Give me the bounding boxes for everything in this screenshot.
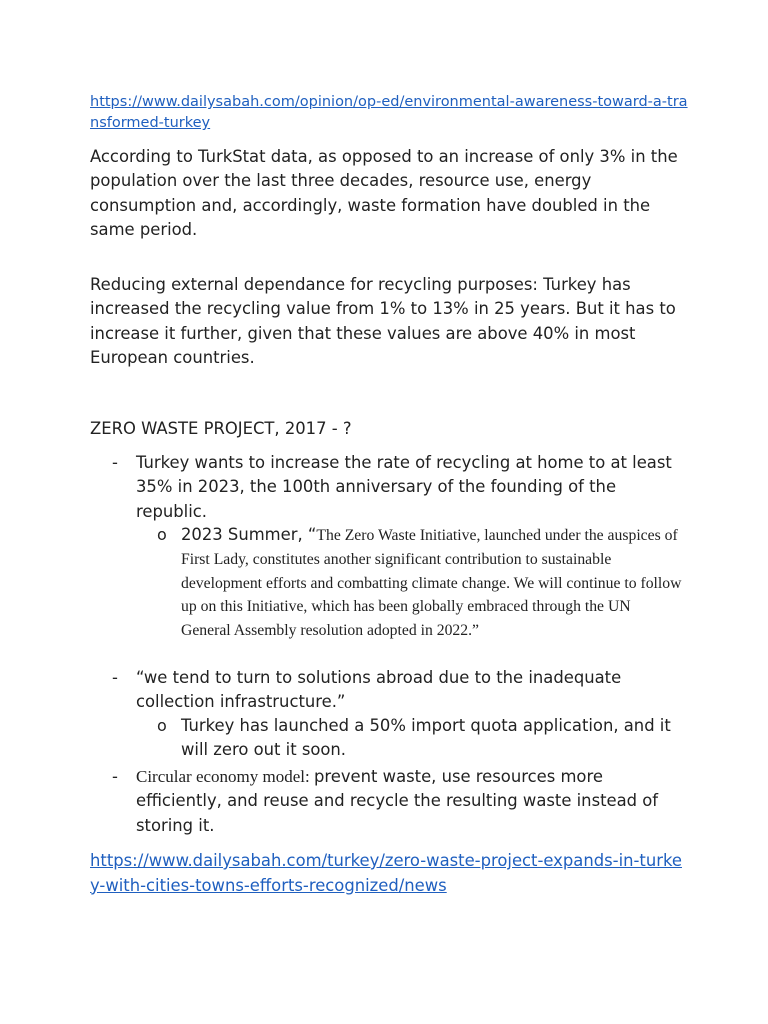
bullet-body: prevent waste, use resources more efficiently, and reuse and recycle the resulting waste instead of storing it.	[136, 767, 659, 835]
source-link-zero-waste-expands[interactable]: https://www.dailysabah.com/turkey/zero-waste-project-expands-in-turkey-with-cities-towns-efforts-recognized/news	[90, 851, 682, 895]
sub-bullet-lead: 2023 Summer, “	[181, 525, 317, 544]
bullet-dash: -	[112, 767, 118, 786]
bullet-text: Turkey wants to increase the rate of recycling at home to at least 35% in 2023, the 100th anniversary of the founding of the republic.	[136, 453, 672, 521]
sub-bullet-import-quota	[157, 714, 682, 763]
sub-bullet-summer-quote	[157, 523, 682, 643]
sub-bullet-text: Turkey has launched a 50% import quota application, and it will zero out it soon.	[181, 716, 671, 760]
bullet-dash: -	[112, 668, 118, 687]
bullet-dash: -	[112, 453, 118, 472]
paragraph-recycling-dependance: Reducing external dependance for recycling purposes: Turkey has increased the recycling value from 1% to 13% in 25 years. But it has to increase it further, given that these values are above 40% in most European countries.	[90, 275, 676, 367]
section-heading-zero-waste: ZERO WASTE PROJECT, 2017 - ?	[90, 419, 352, 438]
sub-bullet-marker: o	[157, 716, 167, 735]
bullet-item-circular-economy	[112, 765, 682, 838]
paragraph-turkstat: According to TurkStat data, as opposed to an increase of only 3% in the population over the last three decades, resource use, energy consumption and, accordingly, waste formation have doubled in the same period.	[90, 147, 678, 239]
bullet-lead: Circular economy model:	[136, 767, 314, 786]
bullet-text	[136, 765, 682, 838]
source-link-environmental-awareness[interactable]: https://www.dailysabah.com/opinion/op-ed/environmental-awareness-toward-a-transformed-turkey	[90, 94, 688, 131]
bullet-item-recycling-target	[112, 451, 682, 524]
sub-bullet-text	[181, 523, 682, 643]
bullet-item-collection-infrastructure	[112, 666, 682, 715]
sub-bullet-marker: o	[157, 525, 167, 544]
quote-text: The Zero Waste Initiative, launched under the auspices of First Lady, constitutes another significant contribution to sustainable development efforts and combatting climate change. We will continue to follow up on this Initiative, which has been globally embraced through the UN General Assembly resolution adopted in 2022.”	[181, 527, 682, 640]
bullet-text: “we tend to turn to solutions abroad due to the inadequate collection infrastructure.”	[136, 668, 622, 712]
